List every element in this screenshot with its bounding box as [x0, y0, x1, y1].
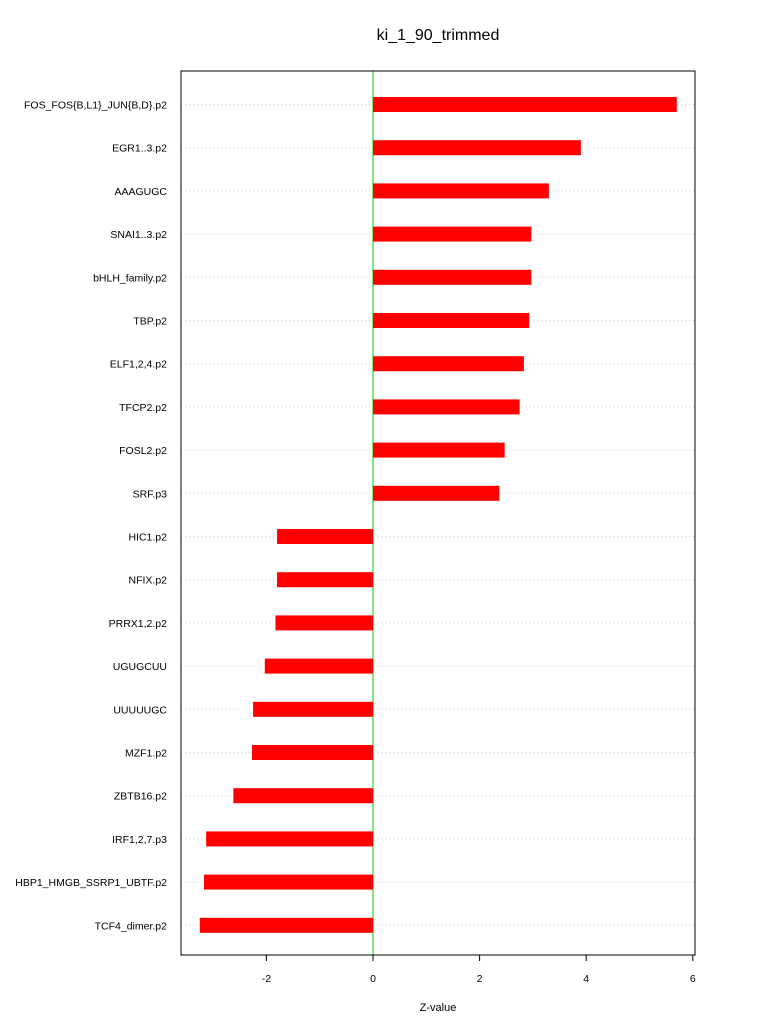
x-axis [262, 955, 696, 985]
bar [253, 702, 373, 717]
x-tick-label: 2 [476, 973, 483, 985]
x-tick-label: 4 [583, 973, 590, 985]
bars-layer [200, 97, 677, 933]
plot-frame [181, 71, 695, 955]
category-label: ELF1,2,4.p2 [109, 358, 167, 371]
category-label: UGUGCUU [112, 661, 167, 674]
bar [373, 227, 531, 242]
category-label: TCF4_dimer.p2 [94, 920, 167, 933]
bar [373, 313, 529, 328]
category-label: SNAI1..3.p2 [110, 229, 167, 242]
chart-title: ki_1_90_trimmed [376, 27, 500, 44]
x-tick-label: 0 [370, 973, 376, 985]
bar [277, 529, 373, 544]
x-tick-label: -2 [261, 973, 272, 985]
bar [373, 140, 581, 155]
x-axis-label: Z-value [419, 1002, 457, 1014]
bar [373, 443, 505, 458]
bar [200, 918, 373, 933]
category-label: UUUUUGC [113, 704, 167, 717]
x-tick-label: 6 [689, 973, 696, 985]
category-label: TFCP2.p2 [119, 401, 167, 414]
bar [373, 97, 677, 112]
bar [275, 615, 373, 630]
category-label: SRF.p3 [132, 488, 167, 501]
bar [373, 183, 549, 198]
bar [373, 399, 520, 414]
category-label: HBP1_HMGB_SSRP1_UBTF.p2 [15, 877, 167, 890]
category-label: ZBTB16.p2 [113, 790, 167, 803]
bar [265, 659, 373, 674]
bar [252, 745, 373, 760]
category-label: FOS_FOS{B,L1}_JUN{B,D}.p2 [24, 99, 167, 112]
bar [277, 572, 373, 587]
category-label: NFIX.p2 [128, 574, 167, 587]
bar [373, 356, 524, 371]
category-label: MZF1.p2 [124, 747, 167, 760]
category-label: EGR1..3.p2 [112, 142, 167, 155]
category-label: AAAGUGC [114, 185, 167, 198]
bar [204, 875, 373, 890]
category-label: PRRX1,2.p2 [108, 617, 167, 630]
category-label: bHLH_family.p2 [93, 272, 167, 285]
category-label: IRF1,2,7.p3 [112, 833, 167, 846]
category-label: TBP.p2 [133, 315, 167, 328]
category-label: HIC1.p2 [128, 531, 167, 544]
category-labels [15, 100, 167, 933]
bar [233, 788, 373, 803]
bar [373, 270, 531, 285]
category-label: FOSL2.p2 [119, 445, 167, 458]
bar [206, 831, 373, 846]
bar [373, 486, 499, 501]
